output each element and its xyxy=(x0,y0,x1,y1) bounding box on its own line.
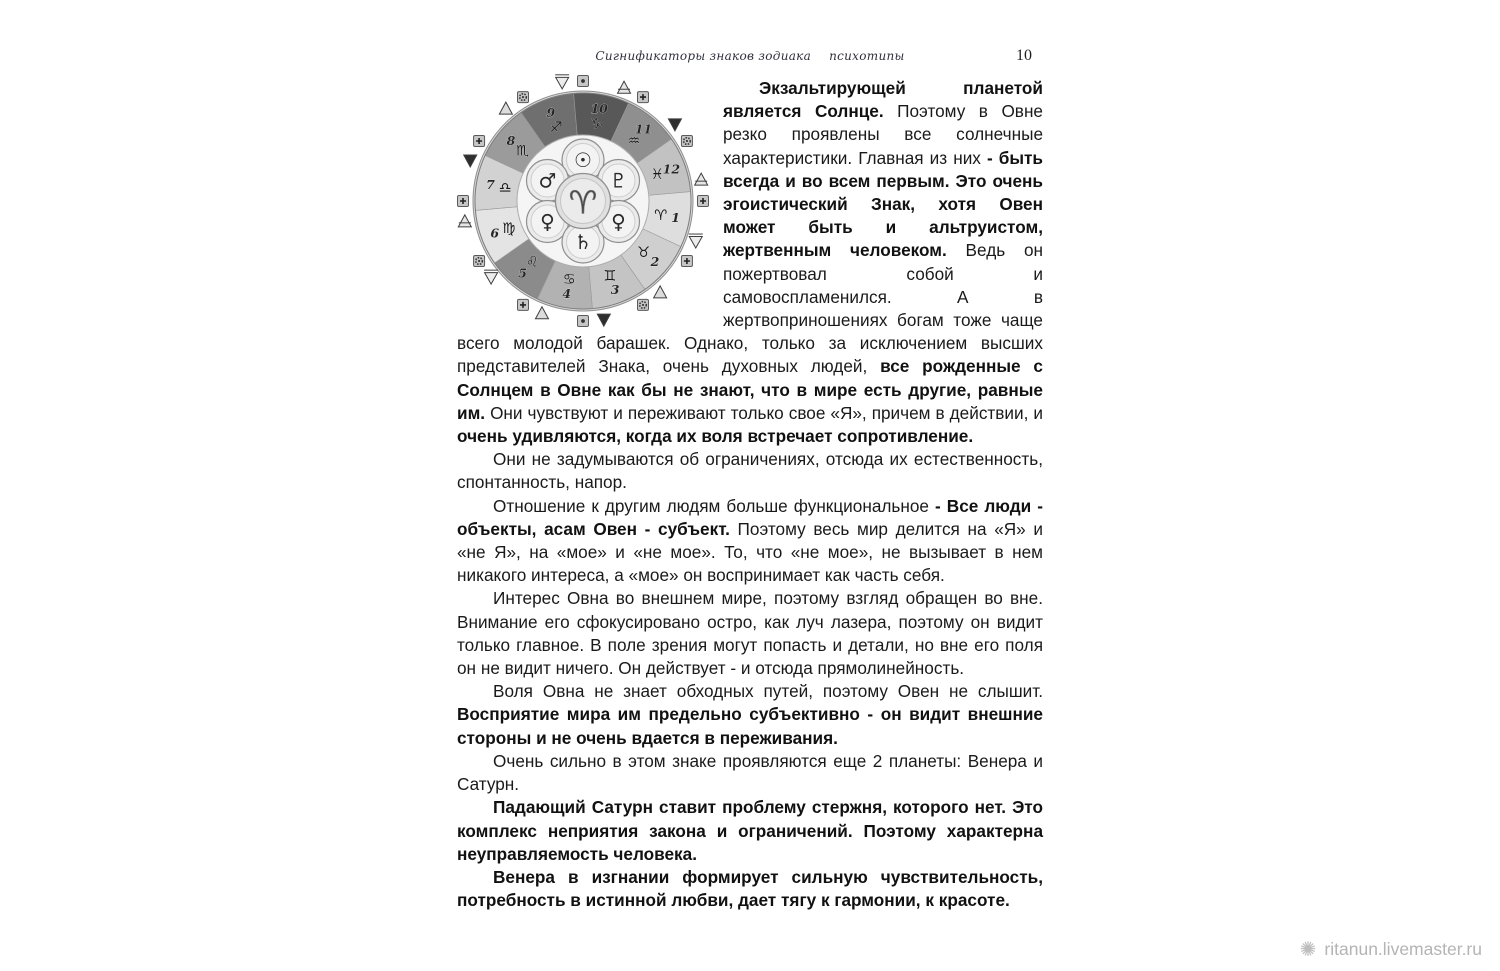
paragraph xyxy=(457,866,1043,912)
zodiac-wheel-figure xyxy=(457,77,709,327)
element-triangle-icon xyxy=(695,173,708,185)
element-triangle-icon xyxy=(654,286,667,298)
text-run: Ведь он пожертвовал собой и самовоспламенился. А в жертвоприношениях богам тоже чаще всего молодой барашек. Однако, только за исключением высших представителей Знака, очень духовных людей, xyxy=(457,240,1043,377)
element-badge-icon xyxy=(518,92,529,103)
paragraph xyxy=(457,587,1043,680)
watermark xyxy=(1300,939,1482,960)
triangle-shape xyxy=(668,119,681,131)
zodiac-glyph: ♊ xyxy=(603,268,617,285)
running-title-subtext: психотипы xyxy=(829,49,905,63)
zodiac-glyph: ♐ xyxy=(549,119,563,136)
triangle-shape xyxy=(618,81,631,93)
element-badge-icon xyxy=(474,136,485,147)
zodiac-glyph: ♏ xyxy=(515,143,529,160)
zodiac-glyph: ♑ xyxy=(590,116,604,133)
zodiac-glyph: ♈ xyxy=(654,207,668,224)
text-run: Они не задумываются об ограничениях, отсюда их естественность, спонтанность, напор. xyxy=(457,449,1043,493)
triangle-shape xyxy=(535,307,548,319)
element-badge-icon xyxy=(578,76,589,87)
badge-shape xyxy=(581,79,585,83)
text-run: Воля Овна не знает обходных путей, поэтому Овен не слышит. xyxy=(493,681,1043,702)
element-triangle-icon xyxy=(689,234,703,248)
triangle-shape xyxy=(485,273,498,285)
text-run-bold: - быть всегда и во всем первым. Это очень эгоистический Знак, хотя Овен может быть и альтруистом, жертвенным человеком. xyxy=(723,147,1043,261)
house-number: 3 xyxy=(610,281,620,297)
house-number: 10 xyxy=(590,100,609,116)
aries-symbol: ♈ xyxy=(568,183,598,222)
element-triangle-icon xyxy=(668,119,681,131)
paragraph xyxy=(457,750,1043,796)
text-run-bold: - Все люди - объекты, асам Овен - субъект. xyxy=(457,495,1043,539)
house-number: 2 xyxy=(650,253,660,269)
text-run: Отношение к другим людям больше функциональное xyxy=(493,495,936,516)
zodiac-glyph: ♌ xyxy=(525,254,539,271)
badge-shape xyxy=(581,319,585,323)
house-number: 8 xyxy=(506,133,516,149)
house-number: 5 xyxy=(518,265,527,281)
element-badge-icon xyxy=(474,256,485,267)
element-badge-icon xyxy=(458,196,469,207)
element-badge-icon xyxy=(518,299,529,310)
element-triangle-icon xyxy=(535,307,548,319)
triangle-shape xyxy=(458,215,471,227)
element-triangle-icon xyxy=(555,75,569,89)
paragraph xyxy=(457,680,1043,750)
triangle-shape xyxy=(695,173,708,185)
badge-shape xyxy=(686,140,688,142)
badge-shape xyxy=(478,260,480,262)
paragraph xyxy=(457,495,1043,588)
element-badge-icon xyxy=(681,256,692,267)
triangle-shape xyxy=(689,237,702,249)
saturn-symbol: ♄ xyxy=(574,230,592,255)
text-run: Поэтому весь мир делится на «Я» и «не Я», на «мое» и «не мое». То, что «не мое», не вызывает в нем никакого интереса, а «мое» он воспринимает как часть себя. xyxy=(457,518,1043,586)
watermark-text: ritanun.livemaster.ru xyxy=(1324,939,1482,959)
element-badge-icon xyxy=(698,196,709,207)
venus-symbol-right: ♀ xyxy=(611,209,626,234)
running-title-text: Сигнификаторы знаков зодиака xyxy=(595,49,812,63)
element-badge-icon xyxy=(681,136,692,147)
triangle-shape xyxy=(499,102,512,114)
text-run-bold: Восприятие мира им предельно субъективно - он видит внешние стороны и не очень вдается в переживания. xyxy=(457,704,1043,748)
text-run-bold: Падающий Сатурн ставит проблему стержня, которого нет. Это комплекс неприятия закона и ограничений. Поэтому характерна неуправляемость человека. xyxy=(457,797,1043,864)
zodiac-glyph: ♒ xyxy=(627,133,641,150)
house-number: 7 xyxy=(486,177,495,193)
mars-symbol: ♂ xyxy=(538,168,557,193)
text-run: Очень сильно в этом знаке проявляются еще 2 планеты: Венера и Сатурн. xyxy=(457,750,1043,795)
venus-symbol-left: ♀ xyxy=(540,209,555,234)
zodiac-glyph: ♓ xyxy=(650,167,664,184)
zodiac-wheel-diagram xyxy=(453,71,713,331)
element-triangle-icon xyxy=(484,270,498,284)
element-triangle-icon xyxy=(499,102,512,114)
text-run-bold: очень удивляются, когда их воля встречает сопротивление. xyxy=(457,426,974,447)
running-title xyxy=(457,49,1043,63)
text-run-bold: Экзальтирующей планетой является Солнце. xyxy=(723,78,1043,122)
house-number: 4 xyxy=(562,286,572,302)
house-number: 12 xyxy=(662,161,681,177)
house-number: 11 xyxy=(634,121,653,137)
triangle-shape xyxy=(597,314,610,326)
triangle-shape xyxy=(556,77,569,89)
text-run-bold: Венера в изгнании формирует сильную чувствительность, потребность в истинной любви, дает тягу к гармонии, к красоте. xyxy=(457,866,1043,911)
element-triangle-icon xyxy=(597,314,610,326)
paragraph xyxy=(457,448,1043,494)
house-number: 6 xyxy=(490,225,500,241)
triangle-shape xyxy=(464,155,477,167)
element-triangle-icon xyxy=(618,81,631,93)
text-run: Они чувствуют и переживают только свое «Я», причем в действии, и xyxy=(485,402,1043,423)
badge-shape xyxy=(522,96,524,98)
text-run: Поэтому в Овне резко проявлены все солнечные характеристики. Главная из них xyxy=(723,101,1043,168)
paragraph xyxy=(457,796,1043,866)
page-number: 10 xyxy=(1016,47,1032,64)
text-run: Интерес Овна во внешнем мире, поэтому взгляд обращен во вне. Внимание его сфокусировано остро, как луч лазера, поэтому он видит только главное. В поле зрения могут попасть и детали, но вне его поля он не видит ничего. Он действует - и отсюда прямолинейность. xyxy=(457,588,1043,679)
zodiac-glyph: ♍ xyxy=(502,221,516,238)
sun-symbol: ☉ xyxy=(574,148,592,173)
zodiac-glyph: ♉ xyxy=(637,245,651,262)
element-badge-icon xyxy=(578,316,589,327)
element-badge-icon xyxy=(638,92,649,103)
zodiac-glyph: ♋ xyxy=(562,272,576,289)
element-badge-icon xyxy=(638,299,649,310)
house-number: 9 xyxy=(546,105,556,121)
badge-shape xyxy=(642,304,644,306)
zodiac-glyph: ♎ xyxy=(498,180,512,197)
triangle-shape xyxy=(654,286,667,298)
page-content xyxy=(457,77,1043,912)
house-number: 1 xyxy=(671,209,680,225)
text-run-bold: все рожденные с Солнцем в Овне как бы не знают, что в мире есть другие, равные им. xyxy=(457,356,1043,423)
pluto-symbol: ♇ xyxy=(609,168,628,193)
element-triangle-icon xyxy=(458,215,471,227)
livemaster-flower-icon: ✺ xyxy=(1299,938,1317,961)
element-triangle-icon xyxy=(464,155,477,167)
